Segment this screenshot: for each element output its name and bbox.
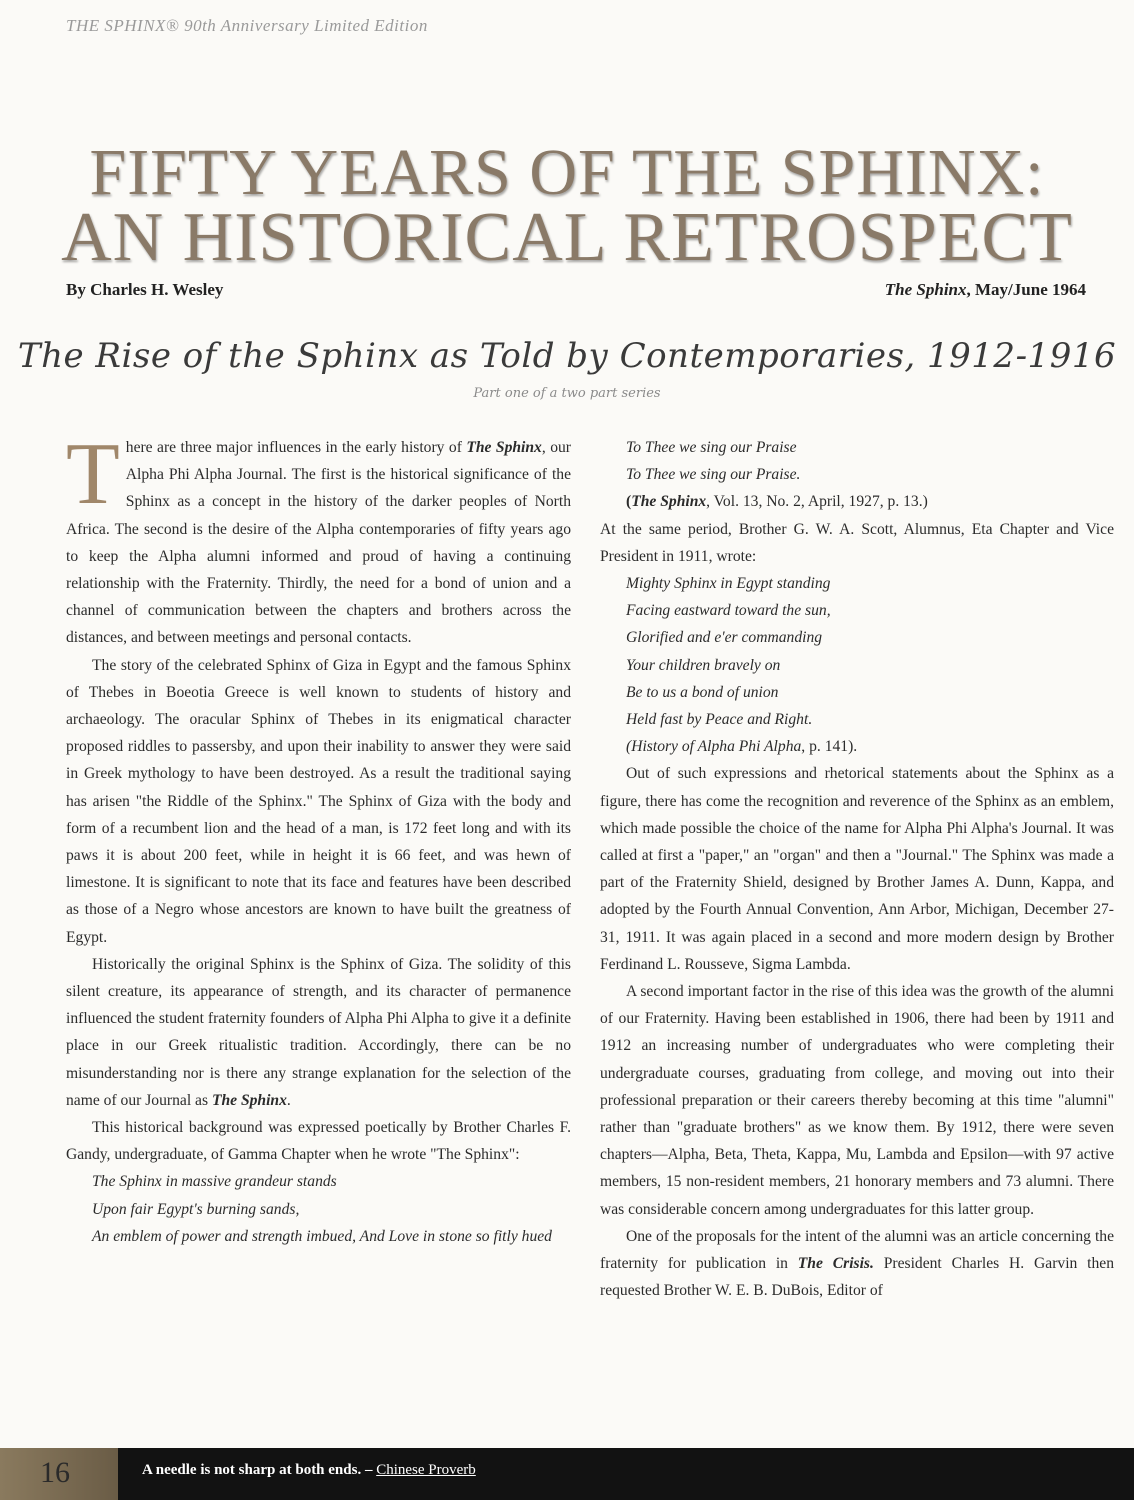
source-date: , May/June 1964 bbox=[966, 280, 1086, 299]
paragraph-text: One of the proposals for the intent of the alumni was an article concerning the fraternity for publication in bbox=[600, 1227, 1114, 1273]
quote-source-link[interactable]: Chinese Proverb bbox=[376, 1462, 476, 1478]
poem-line: To Thee we sing our Praise. bbox=[626, 466, 801, 484]
poem-line: To Thee we sing our Praise bbox=[626, 439, 797, 456]
poem-line: Held fast by Peace and Right. bbox=[626, 711, 813, 729]
footer-quote bbox=[142, 1462, 476, 1479]
poem bbox=[600, 434, 1114, 488]
paragraph-text: . bbox=[286, 1091, 291, 1109]
quote-text: A needle is not sharp at both ends. – bbox=[142, 1462, 377, 1478]
citation-text: , Vol. 13, No. 2, April, 1927, p. 13.) bbox=[706, 493, 928, 511]
source-citation bbox=[885, 280, 1086, 300]
citation-text: (History of Alpha Phi Alpha bbox=[626, 738, 802, 756]
subtitle: The Rise of the Sphinx as Told by Contemporaries, 1912-1916 bbox=[17, 336, 1117, 376]
journal-name: The Crisis. bbox=[797, 1255, 874, 1273]
paragraph-text: here are three major influences in the early history of bbox=[125, 439, 467, 456]
citation bbox=[600, 488, 1114, 515]
paragraph: The story of the celebrated Sphinx of Giza in Egypt and the famous Sphinx of Thebes in Boeotia Greece is well known to students of history and archaeology. The oracular Sphinx of Thebes in its enigmatical character proposed riddles to passersby, and upon their inability to answer they were said in Greek mythology to have been destroyed. As a result the traditional saying has arisen "the Riddle of the Sphinx." The Sphinx of Giza with the body and form of a recumbent lion and the head of a man, is 172 feet long and with its paws it is about 200 feet, while in height it is 66 feet, and was hewn of limestone. It is significant to note that its face and features have been described as those of a Negro whose ancestors are known to have built the greatness of Egypt. bbox=[66, 656, 571, 946]
paragraph bbox=[600, 1223, 1114, 1305]
page-number-box bbox=[0, 1448, 118, 1500]
poem bbox=[66, 1168, 571, 1250]
title-line-2: AN HISTORICAL RETROSPECT bbox=[61, 199, 1073, 276]
paragraph bbox=[66, 426, 571, 652]
poem bbox=[600, 570, 1114, 733]
journal-name: The Sphinx bbox=[466, 439, 542, 456]
poem-line: Mighty Sphinx in Egypt standing bbox=[626, 575, 831, 593]
journal-name: The Sphinx bbox=[211, 1091, 287, 1109]
title-line-1: FIFTY YEARS OF THE SPHINX: bbox=[89, 136, 1045, 209]
journal-name: The Sphinx bbox=[631, 493, 707, 511]
poem-line: Glorified and e'er commanding bbox=[626, 629, 823, 647]
series-note: Part one of a two part series bbox=[473, 386, 661, 401]
poem-line: Facing eastward toward the sun, bbox=[626, 602, 831, 620]
paragraph: A second important factor in the rise of this idea was the growth of the alumni of our Fraternity. Having been established in 1906, there had been by 1911 and 1912 an increasing number of undergraduates who were completing their undergraduate courses, graduating from college, and moving out into their professional preparation or their careers thereby becoming at this time "alumni" rather than "graduate brothers" as we know them. By 1912, there were seven chapters—Alpha, Beta, Theta, Kappa, Mu, Lambda and Epsilon—with 97 active members, 15 non-resident members, 21 honorary members and 73 alumni. There was considerable concern among undergraduates for this latter group. bbox=[600, 983, 1114, 1218]
edition-header: THE SPHINX® 90th Anniversary Limited Edition bbox=[66, 16, 428, 35]
citation bbox=[600, 733, 1114, 760]
paragraph: Out of such expressions and rhetorical statements about the Sphinx as a figure, there has come the recognition and reverence of the Sphinx as an emblem, which made possible the choice of the name for Alpha Phi Alpha's Journal. It was called at first a "paper," an "organ" and then a "Journal." The Sphinx was made a part of the Fraternity Shield, designed by Brother James A. Dunn, Kappa, and adopted by the Fourth Annual Convention, Ann Arbor, Michigan, December 27-31, 1911. It was again placed in a second and more modern design by Brother Ferdinand L. Rousseve, Sigma Lambda. bbox=[600, 765, 1114, 973]
citation-text: , p. 141). bbox=[801, 738, 858, 756]
paragraph: At the same period, Brother G. W. A. Scott, Alumnus, Eta Chapter and Vice President in 1911, wrote: bbox=[600, 520, 1114, 565]
paragraph bbox=[66, 951, 571, 1114]
footer-bar bbox=[0, 1448, 1134, 1500]
page-number: 16 bbox=[40, 1456, 70, 1489]
poem-line: Your children bravely on bbox=[626, 656, 781, 674]
citation-text: ( bbox=[626, 493, 632, 511]
paragraph-text: President Charles H. Garvin then requested Brother W. E. B. DuBois, Editor of bbox=[600, 1255, 1115, 1300]
drop-cap: T bbox=[66, 426, 120, 523]
poem-line: An emblem of power and strength imbued, And Love in stone so fitly hued bbox=[92, 1227, 552, 1245]
poem-line: Upon fair Egypt's burning sands, bbox=[92, 1200, 300, 1218]
poem-line: The Sphinx in massive grandeur stands bbox=[92, 1173, 337, 1191]
source-publication: The Sphinx bbox=[884, 280, 967, 299]
poem-line: Be to us a bond of union bbox=[626, 683, 779, 701]
right-column bbox=[600, 434, 1114, 1305]
paragraph-text: Historically the original Sphinx is the Sphinx of Giza. The solidity of this silent creature, its appearance of strength, and its character of permanence influenced the student fraternity founders of Alpha Phi Alpha to give it a definite place in our Greek ritualistic tradition. Accordingly, there can be no misunderstanding nor is there any strange explanation for the selection of the name of our Journal as bbox=[66, 955, 571, 1109]
left-column bbox=[66, 426, 571, 1250]
paragraph-text: , our Alpha Phi Alpha Journal. The first is the historical significance of the Sphinx as a concept in the history of the darker peoples of North Africa. The second is the desire of the Alpha contemporaries of fifty years ago to keep the Alpha alumni informed and proud of having a continuing relationship with the Fraternity. Thirdly, the need for a bond of union and a channel of communication between the chapters and brothers across the distances, and between meetings and personal contacts. bbox=[66, 439, 571, 647]
byline: By Charles H. Wesley bbox=[66, 280, 224, 299]
paragraph: This historical background was expressed poetically by Brother Charles F. Gandy, undergraduate, of Gamma Chapter when he wrote "The Sphinx": bbox=[66, 1119, 571, 1164]
